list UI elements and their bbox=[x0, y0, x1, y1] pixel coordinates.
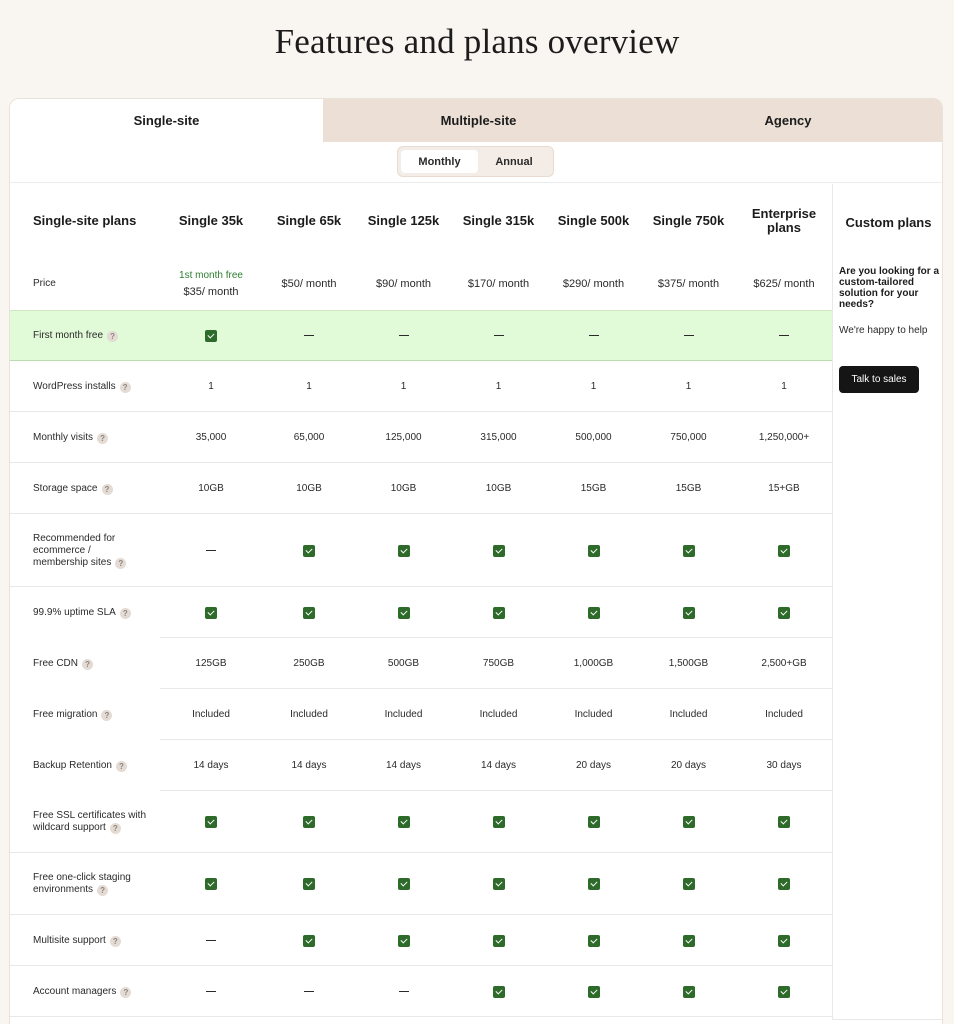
feature-value bbox=[736, 463, 832, 514]
feature-value bbox=[262, 853, 356, 915]
feature-value bbox=[262, 740, 356, 791]
feature-value bbox=[546, 791, 641, 853]
help-icon[interactable]: ? bbox=[97, 433, 108, 444]
feature-value bbox=[736, 638, 832, 689]
price-label: Price bbox=[33, 278, 56, 289]
feature-label bbox=[10, 853, 160, 915]
billing-annual-option[interactable]: Annual bbox=[495, 155, 533, 168]
feature-value bbox=[546, 853, 641, 915]
feature-row-monthly-visits bbox=[10, 412, 943, 463]
feature-value-text: 10GB bbox=[296, 483, 322, 494]
feature-label-text: WordPress installs bbox=[33, 380, 116, 392]
feature-value bbox=[736, 689, 832, 740]
feature-row-wordpress-installs bbox=[10, 361, 943, 412]
checkbox-checked-icon bbox=[683, 545, 695, 557]
feature-label-text: Storage space bbox=[33, 482, 98, 494]
comparison-table bbox=[10, 184, 943, 1017]
feature-value bbox=[160, 361, 262, 412]
checkbox-checked-icon bbox=[588, 607, 600, 619]
feature-value bbox=[356, 638, 451, 689]
billing-toggle-bar bbox=[10, 142, 942, 183]
feature-value bbox=[451, 463, 546, 514]
checkbox-checked-icon bbox=[683, 816, 695, 828]
feature-value bbox=[262, 966, 356, 1017]
feature-value bbox=[641, 361, 736, 412]
feature-value-text: 1 bbox=[781, 381, 787, 392]
feature-value bbox=[356, 310, 451, 361]
feature-label-wrap bbox=[33, 483, 113, 495]
feature-value-text: 14 days bbox=[480, 760, 517, 771]
checkbox-checked-icon bbox=[588, 935, 600, 947]
custom-plans-title: Custom plans bbox=[845, 215, 932, 230]
feature-value bbox=[262, 638, 356, 689]
feature-label-wrap bbox=[33, 432, 108, 444]
checkbox-checked-icon bbox=[303, 878, 315, 890]
feature-row-storage-space bbox=[10, 463, 943, 514]
feature-label bbox=[10, 412, 160, 463]
feature-value bbox=[546, 412, 641, 463]
checkbox-checked-icon bbox=[493, 816, 505, 828]
help-icon[interactable]: ? bbox=[97, 885, 108, 896]
feature-value bbox=[356, 740, 451, 791]
dash-icon bbox=[399, 991, 409, 992]
feature-label-wrap bbox=[33, 658, 93, 670]
dash-icon bbox=[206, 940, 216, 941]
feature-value bbox=[736, 310, 832, 361]
checkbox-checked-icon bbox=[778, 935, 790, 947]
feature-value bbox=[546, 915, 641, 966]
feature-value bbox=[451, 514, 546, 587]
price-value: $375/ month bbox=[657, 278, 720, 290]
feature-value-text: 1,250,000+ bbox=[758, 432, 810, 443]
help-icon[interactable]: ? bbox=[110, 823, 121, 834]
feature-value bbox=[160, 638, 262, 689]
feature-value bbox=[451, 966, 546, 1017]
help-icon[interactable]: ? bbox=[120, 987, 131, 998]
feature-row-free-cdn bbox=[10, 638, 943, 689]
feature-value bbox=[262, 412, 356, 463]
feature-value bbox=[160, 463, 262, 514]
feature-label-text: Account managers bbox=[33, 985, 117, 997]
feature-value-text: 750GB bbox=[482, 658, 515, 669]
feature-value bbox=[160, 310, 262, 361]
feature-value bbox=[451, 689, 546, 740]
feature-value-text: 65,000 bbox=[293, 432, 325, 443]
price-row bbox=[10, 258, 943, 310]
feature-label-wrap bbox=[33, 533, 138, 569]
feature-value bbox=[641, 412, 736, 463]
dash-icon bbox=[206, 550, 216, 551]
checkbox-checked-icon bbox=[493, 986, 505, 998]
price-cell bbox=[451, 258, 546, 310]
feature-value bbox=[160, 587, 262, 638]
feature-value bbox=[546, 740, 641, 791]
price-cell bbox=[160, 258, 262, 310]
feature-value bbox=[451, 915, 546, 966]
feature-value bbox=[546, 966, 641, 1017]
help-icon[interactable]: ? bbox=[115, 558, 126, 569]
plan-name: Single 125k bbox=[367, 213, 440, 228]
feature-value-text: 2,500+GB bbox=[761, 658, 807, 669]
feature-value bbox=[641, 966, 736, 1017]
plan-name: Enterprise plans bbox=[751, 206, 817, 235]
plan-name: Single 500k bbox=[557, 213, 630, 228]
feature-value-text: 14 days bbox=[193, 760, 229, 771]
feature-value bbox=[160, 915, 262, 966]
help-icon[interactable]: ? bbox=[101, 710, 112, 721]
checkbox-checked-icon bbox=[205, 816, 217, 828]
price-value: $170/ month bbox=[467, 278, 530, 290]
dash-icon bbox=[304, 335, 314, 336]
feature-value bbox=[451, 361, 546, 412]
feature-label-wrap bbox=[33, 810, 152, 834]
feature-value bbox=[160, 791, 262, 853]
feature-value bbox=[641, 310, 736, 361]
feature-value bbox=[736, 514, 832, 587]
price-cell bbox=[262, 258, 356, 310]
feature-value bbox=[546, 463, 641, 514]
feature-label bbox=[10, 791, 160, 853]
feature-value bbox=[262, 514, 356, 587]
checkbox-checked-icon bbox=[683, 607, 695, 619]
feature-label-text: Backup Retention bbox=[33, 759, 112, 771]
first-month-free-promo: 1st month free bbox=[179, 270, 243, 281]
feature-value-text: 125GB bbox=[195, 658, 227, 669]
feature-label-wrap bbox=[33, 872, 152, 896]
plan-name: Single 750k bbox=[652, 213, 725, 228]
help-icon[interactable]: ? bbox=[120, 608, 131, 619]
feature-value-text: 1,000GB bbox=[573, 658, 614, 669]
checkbox-checked-icon bbox=[588, 545, 600, 557]
feature-label-text: Recommended for ecommerce / membership sites bbox=[33, 532, 116, 568]
checkbox-checked-icon bbox=[303, 607, 315, 619]
checkbox-checked-icon bbox=[205, 330, 217, 342]
feature-value-text: 1,500GB bbox=[668, 658, 709, 669]
feature-value-text: Included bbox=[669, 709, 708, 720]
feature-label-text: Free one-click staging environments bbox=[33, 872, 131, 895]
feature-value-text: 35,000 bbox=[195, 432, 227, 443]
dash-icon bbox=[589, 335, 599, 336]
checkbox-checked-icon bbox=[205, 878, 217, 890]
feature-label bbox=[10, 638, 160, 689]
feature-row-account-managers bbox=[10, 966, 943, 1017]
feature-value-text: 15GB bbox=[580, 483, 607, 494]
checkbox-checked-icon bbox=[398, 545, 410, 557]
price-value: $90/ month bbox=[375, 278, 432, 290]
feature-label-wrap bbox=[33, 330, 118, 342]
feature-value bbox=[451, 587, 546, 638]
feature-value-text: 14 days bbox=[291, 760, 327, 771]
feature-value bbox=[262, 310, 356, 361]
feature-value bbox=[641, 514, 736, 587]
custom-plans-note: We're happy to help bbox=[839, 325, 928, 336]
plan-name: Single 315k bbox=[462, 213, 535, 228]
feature-value bbox=[546, 689, 641, 740]
checkbox-checked-icon bbox=[398, 935, 410, 947]
plan-name: Single 65k bbox=[276, 213, 342, 228]
checkbox-checked-icon bbox=[683, 878, 695, 890]
checkbox-checked-icon bbox=[778, 607, 790, 619]
feature-value bbox=[641, 587, 736, 638]
feature-row-free-ssl-certificates-with-wildcard-support bbox=[10, 791, 943, 853]
feature-value bbox=[451, 853, 546, 915]
feature-value bbox=[451, 740, 546, 791]
checkbox-checked-icon bbox=[683, 935, 695, 947]
help-icon[interactable]: ? bbox=[120, 382, 131, 393]
feature-value bbox=[736, 412, 832, 463]
feature-value bbox=[262, 361, 356, 412]
feature-row-99-9-uptime-sla bbox=[10, 587, 943, 638]
feature-value bbox=[451, 412, 546, 463]
feature-value bbox=[641, 638, 736, 689]
feature-value bbox=[451, 791, 546, 853]
feature-value-text: 1 bbox=[685, 381, 692, 392]
feature-label-text: Free SSL certificates with wildcard support bbox=[33, 810, 147, 833]
feature-value bbox=[160, 966, 262, 1017]
feature-value-text: 500GB bbox=[387, 658, 420, 669]
price-value: $35/ month bbox=[183, 286, 239, 298]
billing-toggle bbox=[397, 146, 554, 177]
feature-value-text: 15GB bbox=[675, 483, 702, 494]
feature-value bbox=[641, 915, 736, 966]
feature-value-text: 1 bbox=[306, 381, 312, 392]
feature-value-text: 30 days bbox=[766, 760, 802, 771]
feature-row-backup-retention bbox=[10, 740, 943, 791]
feature-row-first-month-free bbox=[10, 310, 943, 361]
price-value: $290/ month bbox=[562, 278, 625, 290]
checkbox-checked-icon bbox=[778, 816, 790, 828]
feature-row-multisite-support bbox=[10, 915, 943, 966]
tab-multiple-site[interactable]: Multiple-site bbox=[323, 99, 634, 142]
feature-value-text: 20 days bbox=[575, 760, 612, 771]
feature-value-text: 10GB bbox=[485, 483, 512, 494]
feature-value-text: 10GB bbox=[390, 483, 417, 494]
feature-label bbox=[10, 966, 160, 1017]
feature-value bbox=[451, 310, 546, 361]
feature-value-text: 315,000 bbox=[480, 432, 517, 443]
checkbox-checked-icon bbox=[683, 986, 695, 998]
checkbox-checked-icon bbox=[778, 986, 790, 998]
feature-value bbox=[160, 412, 262, 463]
talk-to-sales-button[interactable]: Talk to sales bbox=[839, 366, 919, 393]
feature-value bbox=[160, 853, 262, 915]
feature-value-text: 1 bbox=[495, 381, 502, 392]
feature-label bbox=[10, 915, 160, 966]
feature-value bbox=[736, 740, 832, 791]
feature-label-text: Free migration bbox=[33, 708, 98, 720]
feature-value bbox=[160, 740, 262, 791]
feature-value bbox=[356, 853, 451, 915]
checkbox-checked-icon bbox=[588, 816, 600, 828]
plans-card bbox=[9, 98, 943, 1024]
feature-value bbox=[356, 587, 451, 638]
plan-type-tabs bbox=[10, 99, 942, 142]
checkbox-checked-icon bbox=[588, 986, 600, 998]
dash-icon bbox=[779, 335, 789, 336]
checkbox-checked-icon bbox=[493, 545, 505, 557]
feature-value bbox=[356, 791, 451, 853]
help-icon[interactable]: ? bbox=[116, 761, 127, 772]
feature-label-wrap bbox=[33, 986, 131, 998]
feature-label-wrap bbox=[33, 709, 112, 721]
feature-value bbox=[262, 587, 356, 638]
price-value: $50/ month bbox=[281, 278, 337, 290]
feature-label-text: 99.9% uptime SLA bbox=[33, 606, 116, 618]
feature-value bbox=[356, 412, 451, 463]
feature-value bbox=[356, 689, 451, 740]
tab-agency[interactable]: Agency bbox=[634, 99, 942, 142]
feature-value-text: Included bbox=[290, 709, 328, 720]
tab-single-site[interactable]: Single-site bbox=[10, 99, 323, 142]
header-label: Single-site plans bbox=[33, 213, 137, 228]
feature-label bbox=[10, 740, 160, 791]
feature-value bbox=[356, 514, 451, 587]
price-cell bbox=[736, 258, 832, 310]
feature-value bbox=[736, 853, 832, 915]
price-cell bbox=[641, 258, 736, 310]
page-title: Features and plans overview bbox=[274, 22, 680, 61]
feature-value-text: 1 bbox=[590, 381, 597, 392]
feature-value bbox=[736, 361, 832, 412]
feature-label bbox=[10, 587, 160, 638]
feature-value bbox=[641, 463, 736, 514]
feature-value bbox=[262, 689, 356, 740]
dash-icon bbox=[399, 335, 409, 336]
custom-plans-question: Are you looking for a custom-tailored solution for your needs? bbox=[839, 266, 940, 310]
feature-value-text: 1 bbox=[208, 381, 214, 392]
price-cell bbox=[356, 258, 451, 310]
feature-value bbox=[160, 514, 262, 587]
plan-name: Single 35k bbox=[178, 213, 244, 228]
checkbox-checked-icon bbox=[205, 607, 217, 619]
feature-value bbox=[546, 587, 641, 638]
checkbox-checked-icon bbox=[303, 816, 315, 828]
help-icon[interactable]: ? bbox=[107, 331, 118, 342]
feature-label bbox=[10, 463, 160, 514]
dash-icon bbox=[206, 991, 216, 992]
price-value: $625/ month bbox=[753, 278, 815, 290]
feature-value bbox=[641, 791, 736, 853]
plans-header-row bbox=[10, 184, 943, 258]
feature-label-wrap bbox=[33, 760, 127, 772]
help-icon[interactable]: ? bbox=[102, 484, 113, 495]
feature-value bbox=[736, 587, 832, 638]
checkbox-checked-icon bbox=[493, 935, 505, 947]
dash-icon bbox=[494, 335, 504, 336]
help-icon[interactable]: ? bbox=[82, 659, 93, 670]
feature-row-recommended-for-ecommerce-membership-sites bbox=[10, 514, 943, 587]
feature-value bbox=[451, 638, 546, 689]
feature-value-text: Included bbox=[574, 709, 613, 720]
feature-value-text: 14 days bbox=[385, 760, 422, 771]
feature-value-text: 1 bbox=[400, 381, 407, 392]
feature-label-text: Free CDN bbox=[33, 657, 79, 669]
feature-value bbox=[641, 689, 736, 740]
checkbox-checked-icon bbox=[588, 878, 600, 890]
checkbox-checked-icon bbox=[778, 545, 790, 557]
feature-label bbox=[10, 361, 160, 412]
dash-icon bbox=[304, 991, 314, 992]
checkbox-checked-icon bbox=[398, 607, 410, 619]
feature-value-text: 10GB bbox=[198, 483, 224, 494]
feature-value bbox=[356, 966, 451, 1017]
feature-value bbox=[736, 791, 832, 853]
dash-icon bbox=[684, 335, 694, 336]
feature-value bbox=[641, 853, 736, 915]
feature-row-free-migration bbox=[10, 689, 943, 740]
feature-value-text: Included bbox=[384, 709, 423, 720]
feature-value bbox=[546, 310, 641, 361]
feature-value bbox=[356, 361, 451, 412]
feature-value-text: 15+GB bbox=[768, 483, 800, 494]
checkbox-checked-icon bbox=[493, 607, 505, 619]
feature-value-text: Included bbox=[479, 709, 518, 720]
feature-value bbox=[160, 689, 262, 740]
feature-value bbox=[736, 966, 832, 1017]
feature-label bbox=[10, 310, 160, 361]
feature-label-text: Multisite support bbox=[33, 934, 106, 946]
help-icon[interactable]: ? bbox=[110, 936, 121, 947]
feature-value bbox=[546, 361, 641, 412]
feature-value bbox=[356, 915, 451, 966]
price-cell bbox=[546, 258, 641, 310]
checkbox-checked-icon bbox=[398, 878, 410, 890]
feature-row-free-one-click-staging-environments bbox=[10, 853, 943, 915]
feature-value bbox=[641, 740, 736, 791]
feature-label-wrap bbox=[33, 607, 131, 619]
feature-label-wrap bbox=[33, 935, 121, 947]
feature-value-text: 125,000 bbox=[385, 432, 422, 443]
feature-label-text: First month free bbox=[33, 329, 104, 341]
feature-value-text: 20 days bbox=[670, 760, 707, 771]
feature-label-text: Monthly visits bbox=[33, 431, 94, 443]
feature-value bbox=[736, 915, 832, 966]
checkbox-checked-icon bbox=[398, 816, 410, 828]
billing-monthly-option[interactable]: Monthly bbox=[401, 150, 478, 173]
feature-label bbox=[10, 514, 160, 587]
feature-value bbox=[262, 463, 356, 514]
feature-value bbox=[356, 463, 451, 514]
feature-label-wrap bbox=[33, 381, 131, 393]
feature-label bbox=[10, 689, 160, 740]
checkbox-checked-icon bbox=[303, 545, 315, 557]
feature-value bbox=[546, 514, 641, 587]
custom-plans-panel bbox=[832, 184, 943, 1020]
feature-value bbox=[262, 791, 356, 853]
feature-value-text: 750,000 bbox=[670, 432, 707, 443]
feature-value-text: 500,000 bbox=[575, 432, 612, 443]
checkbox-checked-icon bbox=[778, 878, 790, 890]
feature-value-text: Included bbox=[765, 709, 803, 720]
checkbox-checked-icon bbox=[493, 878, 505, 890]
feature-value bbox=[262, 915, 356, 966]
checkbox-checked-icon bbox=[303, 935, 315, 947]
feature-value bbox=[546, 638, 641, 689]
feature-value-text: 250GB bbox=[293, 658, 325, 669]
feature-value-text: Included bbox=[192, 709, 230, 720]
